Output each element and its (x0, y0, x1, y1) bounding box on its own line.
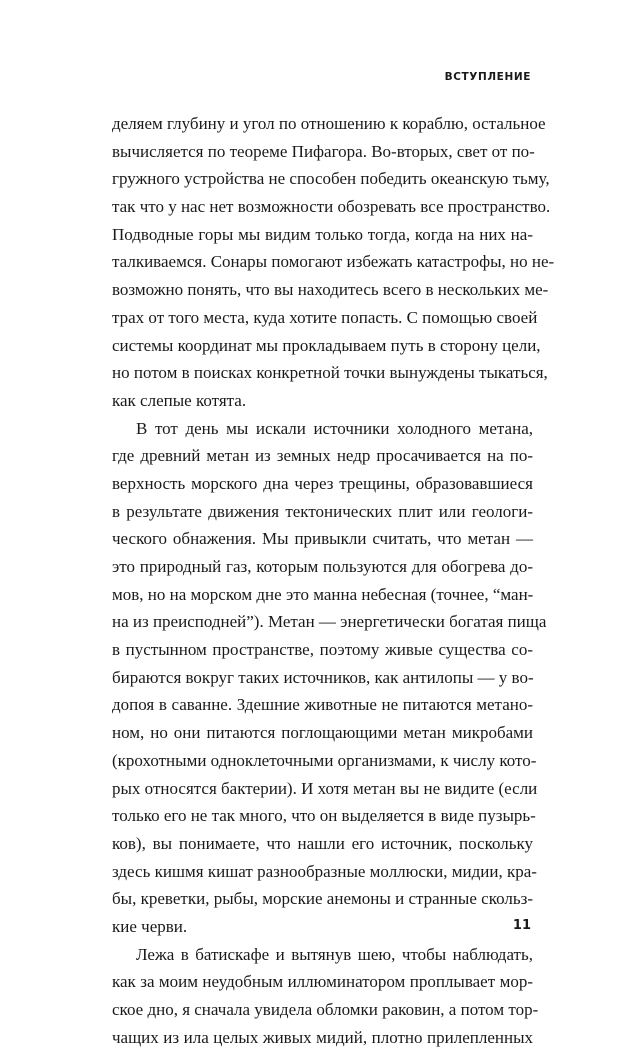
paragraph (112, 941, 539, 1051)
text-line: (крохотными одноклеточными организмами, к числу кото- (112, 750, 537, 770)
text-line: мов, но на морском дне это манна небесная (точнее, “ман- (112, 584, 534, 604)
text-line: ское дно, я сначала увидела обломки раковин, а потом тор- (112, 1000, 539, 1019)
body-text (112, 110, 555, 1051)
text-line: это природный газ, которым пользуются для обогрева до- (112, 557, 533, 576)
text-line: деляем глубину и угол по отношению к кораблю, остальное (112, 114, 546, 133)
text-line: системы координат мы прокладываем путь в сторону цели, (112, 335, 541, 355)
text-line: Лежа в батискафе и вытянув шею, чтобы наблюдать, (136, 944, 533, 964)
text-line: здесь кишмя кишат разнообразные моллюски, мидии, кра- (112, 861, 537, 881)
text-line: только его не так много, что он выделяется в виде пузырь- (112, 806, 536, 826)
text-line: но потом в поисках конкретной точки вынуждены тыкаться, (112, 363, 548, 383)
text-line: ческого обнажения. Мы привыкли считать, что метан — (112, 529, 533, 549)
text-line: Подводные горы мы видим только тогда, когда на них на- (112, 224, 533, 244)
text-line: рых относятся бактерии). И хотя метан вы не видите (если (112, 778, 538, 798)
text-line: ном, но они питаются поглощающими метан микробами (112, 723, 533, 743)
text-line: допоя в саванне. Здешние животные не питаются метано- (112, 695, 533, 715)
text-line: так что у нас нет возможности обозревать все пространство. (112, 197, 551, 217)
text-line: бы, креветки, рыбы, морские анемоны и странные скольз- (112, 889, 533, 909)
text-line: как слепые котята. (112, 390, 247, 410)
text-line: ков), вы понимаете, что нашли его источник, поскольку (112, 833, 533, 853)
text-line: бираются вокруг таких источников, как антилопы — у во- (112, 667, 534, 687)
text-line: верхность морского дна через трещины, образовавшиеся (112, 473, 533, 493)
text-line: кие черви. (112, 916, 188, 936)
text-line: гружного устройства не способен победить океанскую тьму, (112, 169, 550, 189)
page-number: 11 (512, 918, 531, 933)
text-line: в результате движения тектонических плит или геологи- (112, 501, 533, 521)
text-line: возможно понять, что вы находитесь всего в нескольких ме- (112, 280, 549, 300)
text-line: в пустынном пространстве, поэтому живые существа со- (112, 640, 533, 660)
text-line: на из преисподней”). Метан — энергетически богатая пища (112, 612, 547, 632)
text-line: трах от того места, куда хотите попасть. С помощью своей (112, 307, 538, 327)
text-line: вычисляется по теореме Пифагора. Во-вторых, свет от по- (112, 141, 535, 161)
text-line: где древний метан из земных недр просачивается на по- (112, 446, 533, 466)
text-line: чащих из ила целых живых мидий, плотно прилепленных (112, 1027, 533, 1047)
text-line: талкиваемся. Сонары помогают избежать катастрофы, но не- (112, 252, 555, 272)
paragraph (112, 415, 547, 941)
running-head: ВСТУПЛЕНИЕ (444, 71, 531, 83)
paragraph (112, 110, 555, 415)
text-line: В тот день мы искали источники холодного метана, (136, 418, 533, 438)
text-line: как за моим неудобным иллюминатором проплывает мор- (112, 972, 533, 992)
